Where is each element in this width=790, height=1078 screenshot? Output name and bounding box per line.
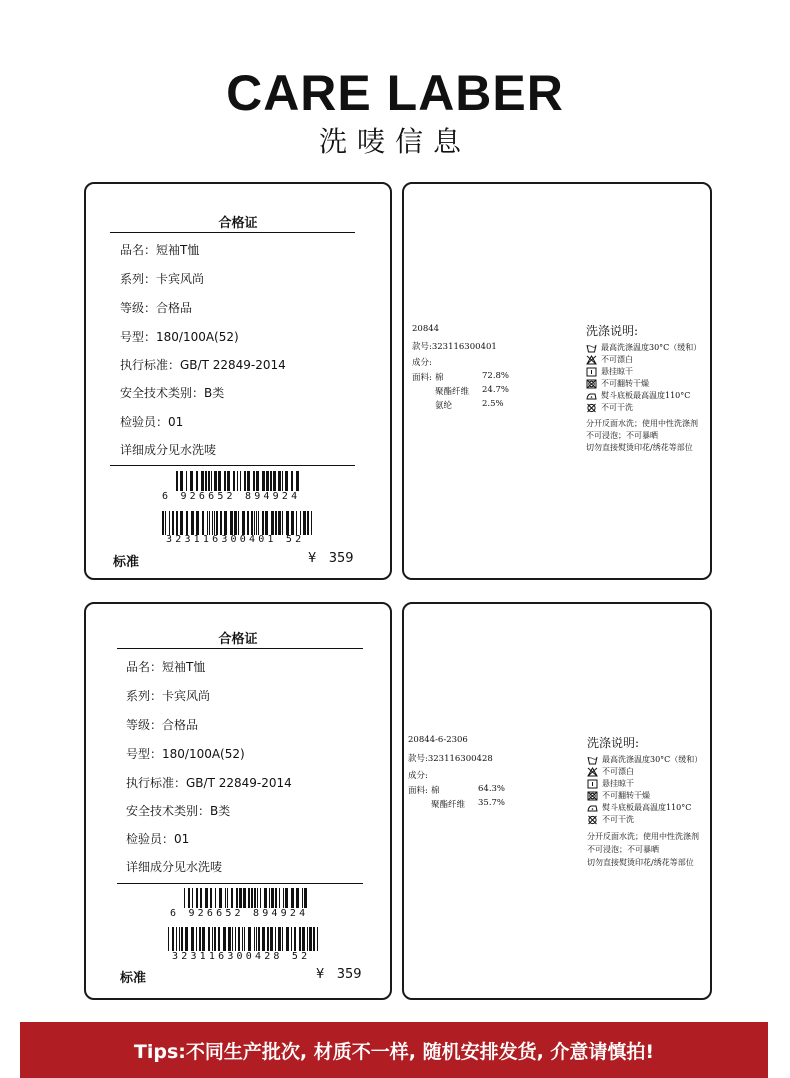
barcode-bar <box>271 511 274 535</box>
material-name: 棉 <box>435 373 444 383</box>
barcode-bar <box>215 888 216 908</box>
divider <box>117 648 363 649</box>
barcode-bar <box>205 471 207 491</box>
barcode-bar <box>302 927 305 951</box>
barcode-bar <box>296 888 299 908</box>
tag-field: 号型：180/100A(52) <box>120 330 239 344</box>
barcode-bar <box>313 927 315 951</box>
fabric-label: 面料: <box>408 786 428 796</box>
barcode-bar <box>258 927 260 951</box>
barcode-bar <box>251 511 253 535</box>
barcode-bar <box>207 511 208 535</box>
barcode-bar <box>199 927 201 951</box>
barcode-bar <box>233 471 235 491</box>
barcode-bar <box>227 471 230 491</box>
barcode-bar <box>236 888 238 908</box>
barcode-bar <box>302 888 303 908</box>
barcode-bar <box>273 471 276 491</box>
care-note: 分开反面水洗；使用中性洗涤剂 <box>587 832 699 841</box>
grade-label: 标准 <box>120 971 147 986</box>
wash-30-icon <box>586 343 597 353</box>
barcode-bar <box>253 471 255 491</box>
barcode-bar <box>247 471 250 491</box>
barcode-bar <box>176 927 177 951</box>
barcode-bar <box>176 511 178 535</box>
barcode-bar <box>242 511 245 535</box>
tips-banner: Tips:不同生产批次, 材质不一样, 随机安排发货, 介意请慎拍! <box>20 1022 768 1078</box>
barcode-bar <box>219 888 222 908</box>
barcode-bar <box>291 888 294 908</box>
barcode-bar <box>254 927 255 951</box>
style-number: 款号:323116300401 <box>412 342 497 352</box>
price <box>316 967 362 982</box>
barcode-bar <box>270 471 272 491</box>
barcode-bar <box>179 927 180 951</box>
barcode-bar <box>283 888 284 908</box>
barcode-bar <box>214 471 217 491</box>
label-code: 20844 <box>412 324 440 334</box>
tag-field: 检验员：01 <box>120 415 184 429</box>
barcode-bar <box>282 471 283 491</box>
page-title: CARE LABER <box>226 65 564 121</box>
barcode-bar <box>172 511 174 535</box>
barcode-bar <box>262 511 264 535</box>
no-dry-clean-icon <box>586 403 597 413</box>
price <box>308 551 354 566</box>
tag-field: 号型：180/100A(52) <box>126 747 245 761</box>
iron-110-icon <box>587 803 598 813</box>
fabric-label: 面料: <box>412 373 432 383</box>
barcode-bar <box>162 511 164 535</box>
wash-text: 不可漂白 <box>601 355 633 364</box>
barcode-bar <box>205 888 208 908</box>
barcode-bar <box>208 471 210 491</box>
care-note: 切勿直接熨烫印花/绣花等部位 <box>587 858 694 867</box>
barcode-bar <box>244 471 246 491</box>
care-note: 分开反面水洗；使用中性洗涤剂 <box>586 419 698 428</box>
barcode-bar <box>256 471 259 491</box>
barcode-bar <box>240 471 241 491</box>
wash-text: 最高洗涤温度30°C（缓和） <box>601 343 702 352</box>
wash-text: 熨斗底板最高温度110°C <box>601 391 691 400</box>
barcode-bar <box>180 511 183 535</box>
barcode-bar <box>282 511 283 535</box>
barcode-ean <box>184 888 310 908</box>
barcode-bar <box>267 927 269 951</box>
barcode-number: 323116300428 52 <box>172 951 311 962</box>
no-dry-clean-icon <box>587 815 598 825</box>
no-bleach-icon <box>586 355 597 365</box>
barcode-bar <box>186 471 187 491</box>
barcode-bar <box>296 511 297 535</box>
wash-text: 不可干洗 <box>602 815 634 824</box>
wash-row <box>587 766 634 777</box>
currency-symbol: ¥ <box>308 551 317 566</box>
tag-field: 检验员：01 <box>126 832 190 846</box>
barcode-bar <box>244 927 245 951</box>
barcode-bar <box>208 927 210 951</box>
barcode-bar <box>317 927 318 951</box>
barcode-bar <box>181 927 183 951</box>
barcode-bar <box>307 927 308 951</box>
barcode-bar <box>168 927 169 951</box>
barcode-bar <box>278 511 281 535</box>
barcode-bar <box>304 888 307 908</box>
barcode-bar <box>247 511 249 535</box>
barcode-bar <box>258 511 259 535</box>
barcode-bar <box>260 888 261 908</box>
barcode-bar <box>254 888 256 908</box>
wash-label-card <box>402 182 712 580</box>
barcode-bar <box>248 927 251 951</box>
barcode-bar <box>212 511 213 535</box>
tag-field: 安全技术类别：B类 <box>126 804 231 818</box>
barcode-bar <box>285 888 288 908</box>
barcode-bar <box>214 511 215 535</box>
hang-dry-icon <box>586 367 597 377</box>
wash-row <box>587 790 650 801</box>
label-code: 20844-6-2306 <box>408 735 468 745</box>
barcode-bar <box>307 511 309 535</box>
barcode-bar <box>210 888 212 908</box>
barcode-bar <box>186 511 188 535</box>
tag-field: 详细成分见水洗唛 <box>120 443 217 457</box>
barcode-bar <box>180 471 183 491</box>
material-pct: 24.7% <box>482 385 510 395</box>
care-note: 不可浸泡；不可暴晒 <box>587 845 659 854</box>
wash-row <box>586 378 649 389</box>
barcode-bar <box>262 927 265 951</box>
barcode-sku <box>168 927 320 951</box>
tag-field: 品名：短袖T恤 <box>120 243 200 257</box>
barcode-bar <box>202 511 204 535</box>
tag-field: 详细成分见水洗唛 <box>126 860 223 874</box>
barcode-bar <box>201 471 204 491</box>
divider <box>117 883 363 884</box>
barcode-bar <box>303 511 306 535</box>
wash-text: 不可漂白 <box>602 767 634 776</box>
divider <box>110 465 355 466</box>
material-name: 氨纶 <box>435 401 453 411</box>
barcode-bar <box>266 471 269 491</box>
barcode-bar <box>196 927 197 951</box>
tag-field: 等级：合格品 <box>126 718 199 732</box>
barcode-bar <box>291 927 292 951</box>
style-number: 款号:323116300428 <box>408 754 493 764</box>
hang-dry-icon <box>587 779 598 789</box>
wash-row <box>586 390 690 401</box>
wash-text: 不可翻转干燥 <box>601 379 649 388</box>
barcode-bar <box>188 888 190 908</box>
wash-text: 最高洗涤温度30°C（缓和） <box>602 755 703 764</box>
tag-heading: 合格证 <box>218 216 258 231</box>
barcode-bar <box>278 471 281 491</box>
barcode-number: 323116300401 52 <box>166 534 305 545</box>
barcode-bar <box>251 888 253 908</box>
tag-field: 执行标准：GB/T 22849-2014 <box>120 358 286 372</box>
barcode-bar <box>248 888 250 908</box>
barcode-bar <box>309 927 312 951</box>
tag-field: 系列：卡宾风尚 <box>126 689 211 703</box>
barcode-bar <box>257 888 258 908</box>
barcode-bar <box>209 511 210 535</box>
barcode-bar <box>238 511 239 535</box>
wash-row <box>587 814 634 825</box>
barcode-bar <box>243 888 246 908</box>
barcode-bar <box>300 511 301 535</box>
hang-tag-card <box>84 182 392 580</box>
barcode-bar <box>196 888 198 908</box>
barcode-bar <box>231 888 233 908</box>
care-note: 不可浸泡；不可暴晒 <box>586 431 658 440</box>
barcode-bar <box>235 927 236 951</box>
wash-title: 洗涤说明: <box>587 736 640 750</box>
barcode-bar <box>275 888 277 908</box>
barcode-bar <box>169 511 170 535</box>
barcode-bar <box>286 927 289 951</box>
barcode-bar <box>275 927 276 951</box>
material-pct: 64.3% <box>478 784 506 794</box>
barcode-bar <box>230 511 233 535</box>
no-bleach-icon <box>587 767 598 777</box>
barcode-bar <box>196 471 198 491</box>
barcode-bar <box>211 471 212 491</box>
barcode-bar <box>212 927 213 951</box>
barcode-bar <box>256 511 257 535</box>
barcode-bar <box>200 888 202 908</box>
wash-row <box>586 402 633 413</box>
barcode-bar <box>225 888 226 908</box>
barcode-number: 6 926652 894924 <box>162 491 301 502</box>
barcode-bar <box>224 511 227 535</box>
tag-field: 安全技术类别：B类 <box>120 386 225 400</box>
wash-title: 洗涤说明: <box>586 324 639 338</box>
barcode-bar <box>239 888 242 908</box>
barcode-bar <box>232 927 233 951</box>
wash-row <box>587 754 702 765</box>
barcode-bar <box>191 927 194 951</box>
barcode-bar <box>286 511 289 535</box>
material-pct: 2.5% <box>482 399 504 409</box>
barcode-bar <box>220 511 222 535</box>
barcode-bar <box>185 927 188 951</box>
tag-field: 品名：短袖T恤 <box>126 660 206 674</box>
composition-label: 成分: <box>408 771 428 781</box>
no-tumble-dry-icon <box>587 791 598 801</box>
barcode-bar <box>265 511 268 535</box>
wash-row <box>587 778 634 789</box>
barcode-bar <box>279 888 280 908</box>
barcode-sku <box>162 511 314 535</box>
material-name: 棉 <box>431 786 440 796</box>
wash-text: 不可翻转干燥 <box>602 791 650 800</box>
wash-30-icon <box>587 755 598 765</box>
barcode-bar <box>262 471 265 491</box>
tag-field: 执行标准：GB/T 22849-2014 <box>126 776 292 790</box>
wash-text: 悬挂晾干 <box>601 367 633 376</box>
barcode-bar <box>223 927 226 951</box>
barcode-bar <box>196 511 199 535</box>
barcode-bar <box>299 927 301 951</box>
divider <box>110 232 355 233</box>
barcode-bar <box>254 511 255 535</box>
barcode-bar <box>238 927 240 951</box>
barcode-bar <box>176 471 178 491</box>
tag-heading: 合格证 <box>218 632 258 647</box>
wash-label-card <box>402 602 712 1000</box>
barcode-bar <box>224 471 226 491</box>
barcode-bar <box>270 927 273 951</box>
wash-row <box>586 366 633 377</box>
barcode-bar <box>191 511 194 535</box>
barcode-bar <box>202 927 205 951</box>
wash-text: 悬挂晾干 <box>602 779 634 788</box>
barcode-bar <box>237 471 238 491</box>
material-pct: 72.8% <box>482 371 510 381</box>
barcode-bar <box>242 927 243 951</box>
barcode-bar <box>216 511 218 535</box>
barcode-bar <box>190 471 193 491</box>
page-subtitle: 洗唛信息 <box>318 125 471 158</box>
barcode-bar <box>291 471 293 491</box>
wash-text: 不可干洗 <box>601 403 633 412</box>
barcode-bar <box>218 927 220 951</box>
barcode-bar <box>269 888 270 908</box>
barcode-bar <box>256 927 257 951</box>
wash-row <box>587 802 691 813</box>
price-value: 359 <box>336 967 362 982</box>
material-pct: 35.7% <box>478 798 506 808</box>
wash-row <box>586 354 633 365</box>
barcode-bar <box>184 888 185 908</box>
currency-symbol: ¥ <box>316 967 325 982</box>
no-tumble-dry-icon <box>586 379 597 389</box>
barcode-number: 6 926652 894924 <box>170 908 309 919</box>
barcode-bar <box>275 511 277 535</box>
price-value: 359 <box>328 551 354 566</box>
barcode-bar <box>214 927 216 951</box>
barcode-bar <box>192 888 193 908</box>
wash-row <box>586 342 701 353</box>
barcode-bar <box>296 471 299 491</box>
barcode-bar <box>271 888 274 908</box>
barcode-bar <box>264 888 267 908</box>
barcode-bar <box>282 927 283 951</box>
barcode-bar <box>234 511 237 535</box>
barcode-bar <box>172 927 174 951</box>
barcode-bar <box>227 888 228 908</box>
material-name: 聚酯纤维 <box>435 387 470 397</box>
barcode-ean <box>176 471 302 491</box>
grade-label: 标准 <box>113 555 140 570</box>
composition-label: 成分: <box>412 358 432 368</box>
iron-110-icon <box>586 391 597 401</box>
barcode-bar <box>285 471 288 491</box>
wash-text: 熨斗底板最高温度110°C <box>602 803 692 812</box>
care-note: 切勿直接熨烫印花/绣花等部位 <box>586 443 693 452</box>
barcode-bar <box>228 927 231 951</box>
barcode-bar <box>311 511 312 535</box>
material-name: 聚酯纤维 <box>431 800 466 810</box>
barcode-bar <box>278 927 281 951</box>
barcode-bar <box>294 927 296 951</box>
tag-field: 系列：卡宾风尚 <box>120 272 205 286</box>
barcode-bar <box>218 471 221 491</box>
barcode-bar <box>165 511 166 535</box>
hang-tag-card <box>84 602 392 1000</box>
tag-field: 等级：合格品 <box>120 301 193 315</box>
barcode-bar <box>291 511 294 535</box>
